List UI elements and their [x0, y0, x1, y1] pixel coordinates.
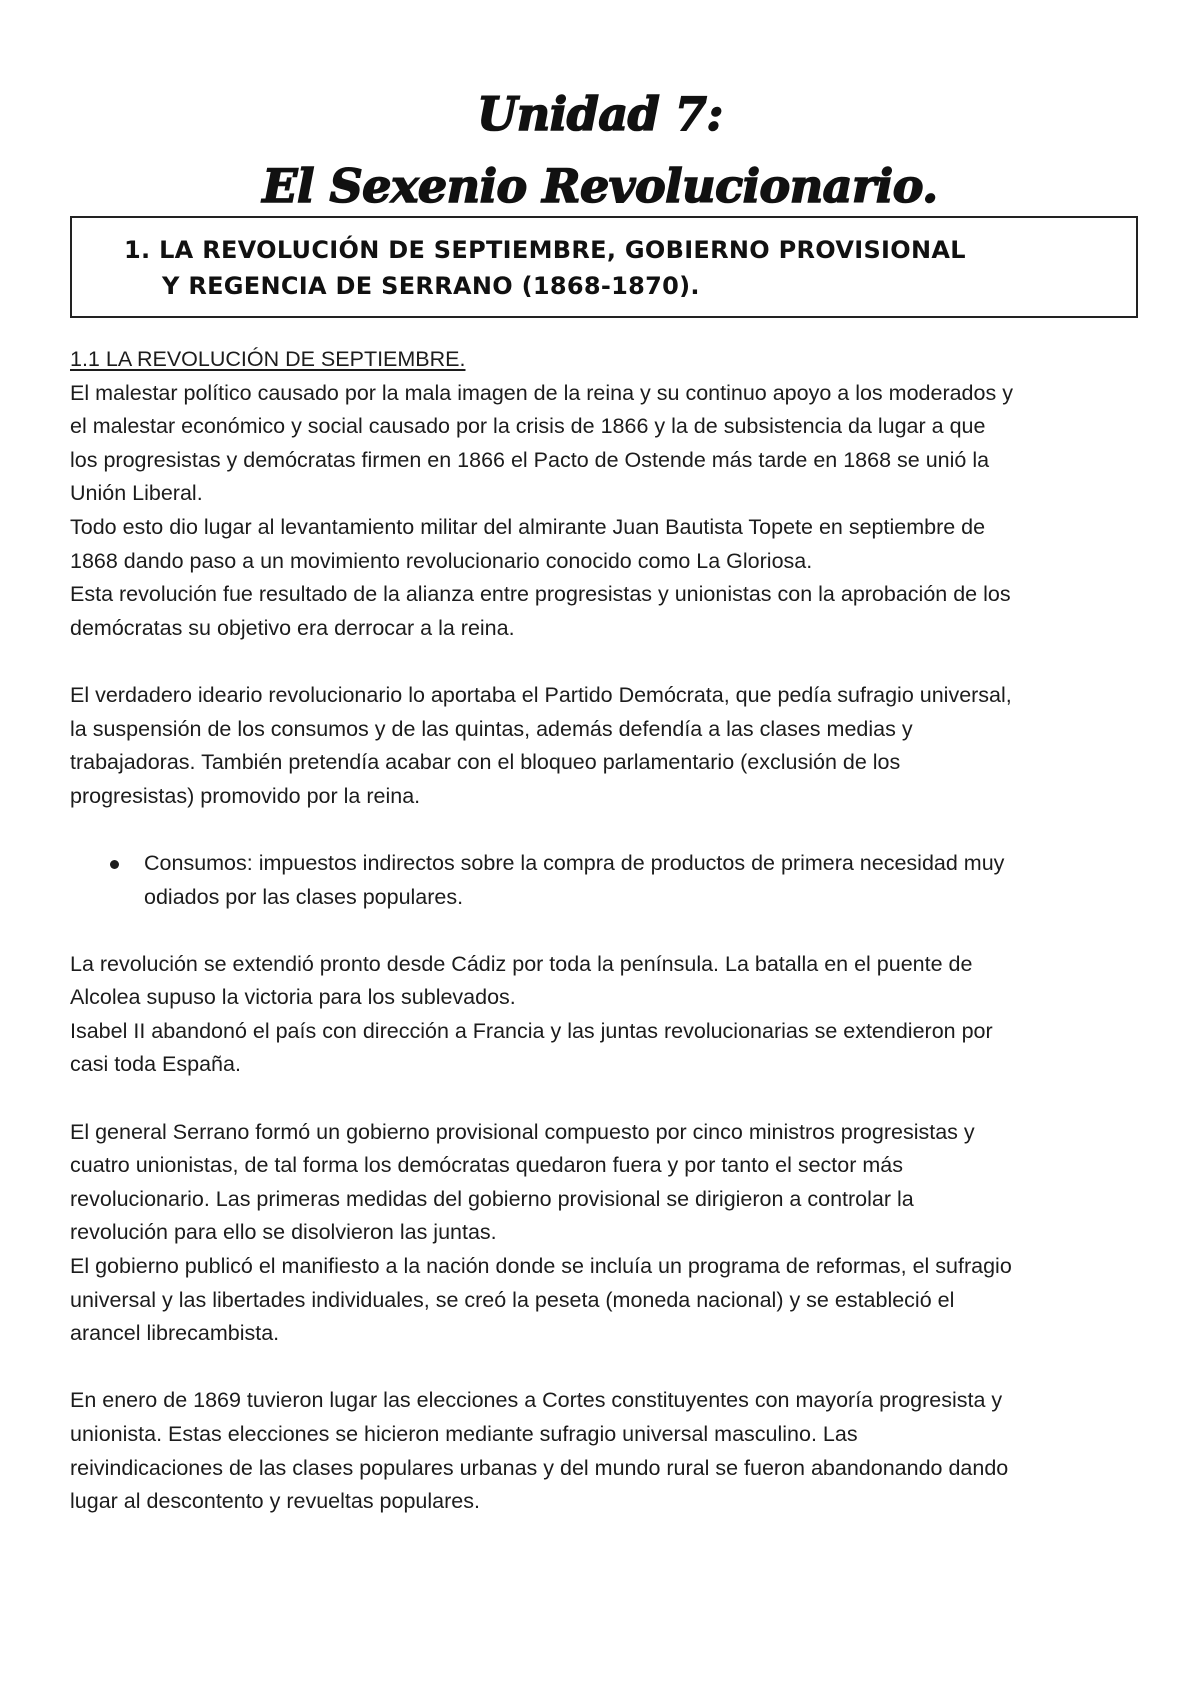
paragraph-levantamiento: [70, 511, 1150, 578]
text-line: El general Serrano formó un gobierno provisional compuesto por cinco ministros progresistas y: [70, 1119, 975, 1144]
text-line: Unión Liberal.: [70, 481, 203, 506]
paragraph-spacer: [70, 1082, 1150, 1116]
text-line: revolución para ello se disolvieron las juntas.: [70, 1220, 497, 1245]
text-line: reivindicaciones de las clases populares urbanas y del mundo rural se fueron abandonando dando: [70, 1455, 1009, 1480]
paragraph-serrano: [70, 1116, 1150, 1250]
text-line: progresistas) promovido por la reina.: [70, 783, 421, 808]
document-title: [0, 78, 1200, 222]
text-line: Esta revolución fue resultado de la alianza entre progresistas y unionistas con la aprobación de los: [70, 582, 1011, 607]
bullet-item-consumos: [70, 847, 1150, 914]
text-line: La revolución se extendió pronto desde Cádiz por toda la península. La batalla en el puente de: [70, 951, 973, 976]
text-line: casi toda España.: [70, 1052, 241, 1077]
paragraph-spacer: [70, 813, 1150, 847]
text-line: En enero de 1869 tuvieron lugar las elecciones a Cortes constituyentes con mayoría progresista y: [70, 1388, 1003, 1413]
text-line: unionista. Estas elecciones se hicieron mediante sufragio universal masculino. Las: [70, 1422, 858, 1446]
paragraph-spacer: [70, 1351, 1150, 1385]
title-unit: Unidad 7:: [477, 87, 723, 141]
title-topic: El Sexenio Revolucionario.: [262, 159, 938, 213]
text-line: El gobierno publicó el manifiesto a la nación donde se incluía un programa de reformas, el sufragio: [70, 1254, 1012, 1279]
text-line: Todo esto dio lugar al levantamiento militar del almirante Juan Bautista Topete en septiembre de: [70, 514, 986, 539]
paragraph-alianza: [70, 578, 1150, 645]
paragraph-manifiesto: [70, 1250, 1150, 1351]
paragraph-extension: [70, 948, 1150, 1015]
paragraph-isabel: [70, 1015, 1150, 1082]
paragraph-malestar: [70, 377, 1150, 511]
text-line: Alcolea supuso la victoria para los sublevados.: [70, 985, 516, 1010]
paragraph-spacer: [70, 645, 1150, 679]
text-line: odiados por las clases populares.: [144, 884, 464, 909]
section-heading-line-1: 1. LA REVOLUCIÓN DE SEPTIEMBRE, GOBIERNO PROVISIONAL: [124, 236, 966, 264]
text-line: trabajadoras. También pretendía acabar con el bloqueo parlamentario (exclusión de los: [70, 750, 901, 775]
text-line: universal y las libertades individuales, se creó la peseta (moneda nacional) y se estableció el: [70, 1287, 955, 1312]
text-line: 1868 dando paso a un movimiento revolucionario conocido como La Gloriosa.: [70, 548, 813, 573]
text-line: El verdadero ideario revolucionario lo aportaba el Partido Demócrata, que pedía sufragio universal,: [70, 682, 1012, 707]
text-line: El malestar político causado por la mala imagen de la reina y su continuo apoyo a los moderados y: [70, 380, 1013, 405]
text-line: cuatro unionistas, de tal forma los demócratas quedaron fuera y por tanto el sector más: [70, 1153, 903, 1178]
document-body: [70, 343, 1150, 1519]
text-line: Isabel II abandonó el país con dirección a Francia y las juntas revolucionarias se extendieron por: [70, 1018, 993, 1043]
text-line: arancel librecambista.: [70, 1321, 280, 1346]
bullet-dot-icon: [110, 860, 119, 869]
text-line: demócratas su objetivo era derrocar a la reina.: [70, 615, 515, 640]
paragraph-spacer: [70, 914, 1150, 948]
section-heading-box: [70, 216, 1138, 318]
subsection-heading: 1.1 LA REVOLUCIÓN DE SEPTIEMBRE.: [70, 347, 466, 371]
text-line: el malestar económico y social causado por la crisis de 1866 y la de subsistencia da lugar a que: [70, 414, 986, 439]
text-line: la suspensión de los consumos y de las quintas, además defendía a las clases medias y: [70, 716, 913, 741]
paragraph-elecciones: [70, 1384, 1150, 1518]
text-line: lugar al descontento y revueltas populares.: [70, 1489, 480, 1514]
text-line: Consumos: impuestos indirectos sobre la compra de productos de primera necesidad muy: [144, 850, 1005, 875]
section-heading-line-2: Y REGENCIA DE SERRANO (1868-1870).: [162, 272, 700, 300]
text-line: revolucionario. Las primeras medidas del gobierno provisional se dirigieron a controlar la: [70, 1186, 914, 1211]
text-line: los progresistas y demócratas firmen en 1866 el Pacto de Ostende más tarde en 1868 se unió la: [70, 447, 990, 472]
paragraph-ideario: [70, 679, 1150, 813]
